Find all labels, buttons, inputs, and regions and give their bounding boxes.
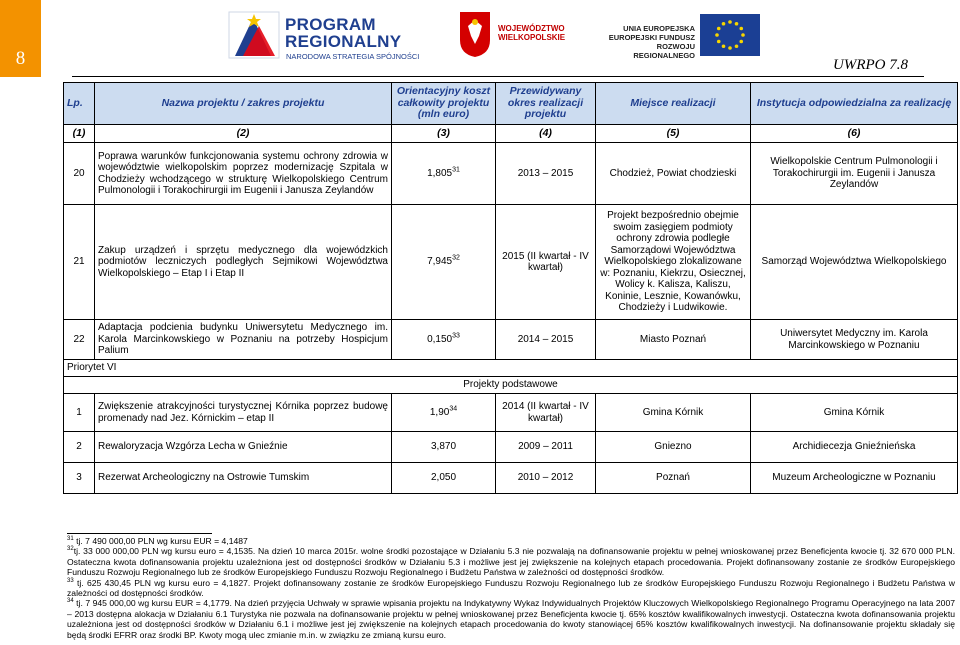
row-cost: 1,90$^{34}$ xyxy=(392,394,496,432)
col-number: (6) xyxy=(751,125,958,143)
header-institution: Instytucja odpowiedzialna za realizację xyxy=(751,83,958,125)
row-name: Zwiększenie atrakcyjności turystycznej Kórnika poprzez budowę promenady nad Jez. Kórnickim – etap II xyxy=(95,394,392,432)
table-row xyxy=(64,432,958,463)
row-name: Adaptacja podcienia budynku Uniwersytetu Medycznego im. Karola Marcinkowskiego w Poznaniu na potrzeby Hospicjum Palium xyxy=(95,320,392,360)
col-number: (4) xyxy=(496,125,596,143)
core-projects-row xyxy=(64,377,958,394)
row-lp: 2 xyxy=(64,432,95,463)
eu-star xyxy=(739,27,743,31)
row-place: Gniezno xyxy=(596,432,751,463)
eu-fund-name: UNIA EUROPEJSKA EUROPEJSKI FUNDUSZ ROZWOJU REGIONALNEGO xyxy=(608,24,695,60)
priority-row xyxy=(64,360,958,377)
footnote: $^{32}$tj. 33 000 000,00 PLN wg kursu euro = 4,1535. Na dzień 10 marca 2015r. wolne środki pozostające w Działaniu 5.3 nie pozwalają na dofinansowanie projektu w pełnej wnioskowanej przez Beneficjenta kwocie tj. 32 670 000 PLN. Ostateczna kwota dofinansowania projektu uzależniona jest od dostępności środków w Działaniu 5.3 i możliwe jest jej zwiększenie na kolejnych etapach procedowania. Projekt dofinansowany zostanie ze środków Europejskiego Funduszu Rozwoju Regionalnego lub ze środków Europejskiego Funduszu Rozwoju Regionalnego i Budżetu Państwa w zależności od dostępności środków. xyxy=(67,546,955,578)
eagle-crest-icon xyxy=(458,10,492,58)
wojewodztwo-name: WOJEWÓDZTWO WIELKOPOLSKIE xyxy=(498,24,566,42)
eu-star xyxy=(722,44,726,48)
row-place: Chodzież, Powiat chodzieski xyxy=(596,143,751,205)
row-period: 2013 – 2015 xyxy=(496,143,596,205)
row-institution: Uniwersytet Medyczny im. Karola Marcinkowskiego w Poznaniu xyxy=(751,320,958,360)
footnote-ref[interactable]: 31 xyxy=(452,166,460,174)
footnote: $^{34}$ tj. 7 945 000,00 wg kursu EUR = 4,1779. Na dzień przyjęcia Uchwały w sprawie wpisania projektu na Indykatywny Wykaz Indywidualnych Projektów Kluczowych Wielkopolskiego Regionalnego Programu Operacyjnego na lata 2007 – 2013 dostępna alokacja w Działaniu 6.1 Turystyka nie pozwala na dofinansowanie projektu w pełnej wnioskowanej przez Beneficjenta kwocie tj. 65% kosztów kwalifikowalnych inwestycji. Ostateczna kwota dofinansowania projektu uzależniona jest od dostępności środków w Działaniu 6.1 i możliwe jest jej zwiększenie na kolejnych etapach procedowania do kwoty stanowiącej 65% kosztów kwalifikowalnych inwestycji. Na dofinansowanie projektu składały się będą środki EFRR oraz środki BP. Kwoty mogą ulec zmianie m.in. w związku ze zmianą kursu euro. xyxy=(67,598,955,640)
program-regionalny-logo xyxy=(225,6,430,64)
header-cost: Orientacyjny koszt całkowity projektu (mln euro) xyxy=(392,83,496,125)
row-period: 2010 – 2012 xyxy=(496,463,596,494)
row-lp: 20 xyxy=(64,143,95,205)
row-period: 2014 – 2015 xyxy=(496,320,596,360)
row-cost: 0,150$^{33}$ xyxy=(392,320,496,360)
header-period: Przewidywany okres realizacji projektu xyxy=(496,83,596,125)
footnotes xyxy=(67,536,955,640)
header-rule xyxy=(72,76,924,77)
row-institution: Muzeum Archeologiczne w Poznaniu xyxy=(751,463,958,494)
row-place: Gmina Kórnik xyxy=(596,394,751,432)
row-institution: Samorząd Województwa Wielkopolskiego xyxy=(751,205,958,320)
footnote-rule xyxy=(67,533,212,534)
col-number: (1) xyxy=(64,125,95,143)
footnote-ref[interactable]: 33 xyxy=(452,332,460,340)
eu-star xyxy=(722,22,726,26)
header-place: Miejsce realizacji xyxy=(596,83,751,125)
footnote-ref[interactable]: 34 xyxy=(449,405,458,413)
projects-table xyxy=(63,82,958,494)
column-number-row xyxy=(64,125,958,143)
program-title: PROGRAM REGIONALNY xyxy=(285,15,402,51)
logo-bar xyxy=(225,6,765,64)
row-lp: 21 xyxy=(64,205,95,320)
col-number: (3) xyxy=(392,125,496,143)
row-period: 2014 (II kwartał - IV kwartał) xyxy=(496,394,596,432)
row-name: Rezerwat Archeologiczny na Ostrowie Tumskim xyxy=(95,463,392,494)
row-lp: 22 xyxy=(64,320,95,360)
row-period: 2009 – 2011 xyxy=(496,432,596,463)
eu-star xyxy=(717,27,721,31)
eu-star xyxy=(735,44,739,48)
row-name: Poprawa warunków funkcjonowania systemu ochrony zdrowia w województwie wielkopolskim poprzez modernizację Szpitala w Chodzieży wchodzącego w strukturę Wielkopolskiego Centrum Pulmonologii i Torakochirurgii im Eugenii i Janusza Zeylandów xyxy=(95,143,392,205)
core-projects-label: Projekty podstawowe xyxy=(64,377,958,394)
table-row xyxy=(64,205,958,320)
eu-logo xyxy=(597,12,765,62)
row-cost: 2,050 xyxy=(392,463,496,494)
row-name: Zakup urządzeń i sprzętu medycznego dla wojewódzkich podmiotów leczniczych podległych Sejmikowi Województwa Wielkopolskiego – Etap I i Etap II xyxy=(95,205,392,320)
row-institution: Wielkopolskie Centrum Pulmonologii i Torakochirurgii im. Eugenii i Janusza Zeylandów xyxy=(751,143,958,205)
row-lp: 1 xyxy=(64,394,95,432)
eu-star xyxy=(739,40,743,44)
table-header-row xyxy=(64,83,958,125)
table-row xyxy=(64,463,958,494)
header-lp: Lp. xyxy=(64,83,95,125)
row-institution: Gmina Kórnik xyxy=(751,394,958,432)
row-place: Miasto Poznań xyxy=(596,320,751,360)
row-place: Poznań xyxy=(596,463,751,494)
col-number: (2) xyxy=(95,125,392,143)
priority-label: Priorytet VI xyxy=(64,360,958,377)
row-cost: 3,870 xyxy=(392,432,496,463)
page-number-tab: 8 xyxy=(0,0,41,77)
row-place: Projekt bezpośrednio obejmie swoim zasięgiem podmioty ochrony zdrowia podległe Samorządowi Województwa Wielkopolskiego zlokalizowane w: Poznaniu, Kiekrzu, Osiecznej, Wolicy k. Kalisza, Kaliszu, Koninie, Lesznie, Kowanówku, Chodzieży i Ludwikowie. xyxy=(596,205,751,320)
table-row xyxy=(64,320,958,360)
star-emblem-icon xyxy=(225,8,283,62)
eu-star xyxy=(728,20,732,24)
footnote: $^{31}$ tj. 7 490 000,00 PLN wg kursu EUR = 4,1487 xyxy=(67,536,248,546)
col-number: (5) xyxy=(596,125,751,143)
wojewodztwo-logo xyxy=(458,10,588,60)
row-institution: Archidiecezja Gnieźnieńska xyxy=(751,432,958,463)
row-period: 2015 (II kwartał - IV kwartał) xyxy=(496,205,596,320)
eu-star xyxy=(735,22,739,26)
eu-star xyxy=(741,33,745,37)
eu-star xyxy=(717,40,721,44)
row-name: Rewaloryzacja Wzgórza Lecha w Gnieźnie xyxy=(95,432,392,463)
eu-star xyxy=(728,46,732,50)
row-lp: 3 xyxy=(64,463,95,494)
eu-flag-icon xyxy=(700,14,760,56)
footnote: $^{33}$ tj. 625 430,45 PLN wg kursu euro = 4,1827. Projekt dofinansowany zostanie ze środków Europejskiego Funduszu Rozwoju Regionalnego lub ze środków Europejskiego Funduszu Rozwoju Regionalnego i Budżetu Państwa w zależności od dostępności środków. xyxy=(67,577,955,599)
table-row xyxy=(64,394,958,432)
row-cost: 7,945$^{32}$ xyxy=(392,205,496,320)
footnote-ref[interactable]: 32 xyxy=(452,254,460,262)
document-code: UWRPO 7.8 xyxy=(833,57,908,73)
eu-star xyxy=(715,33,719,37)
row-cost: 1,805$^{31}$ xyxy=(392,143,496,205)
header-name: Nazwa projektu / zakres projektu xyxy=(95,83,392,125)
table-row xyxy=(64,143,958,205)
program-subtitle: NARODOWA STRATEGIA SPÓJNOŚCI xyxy=(286,52,420,61)
